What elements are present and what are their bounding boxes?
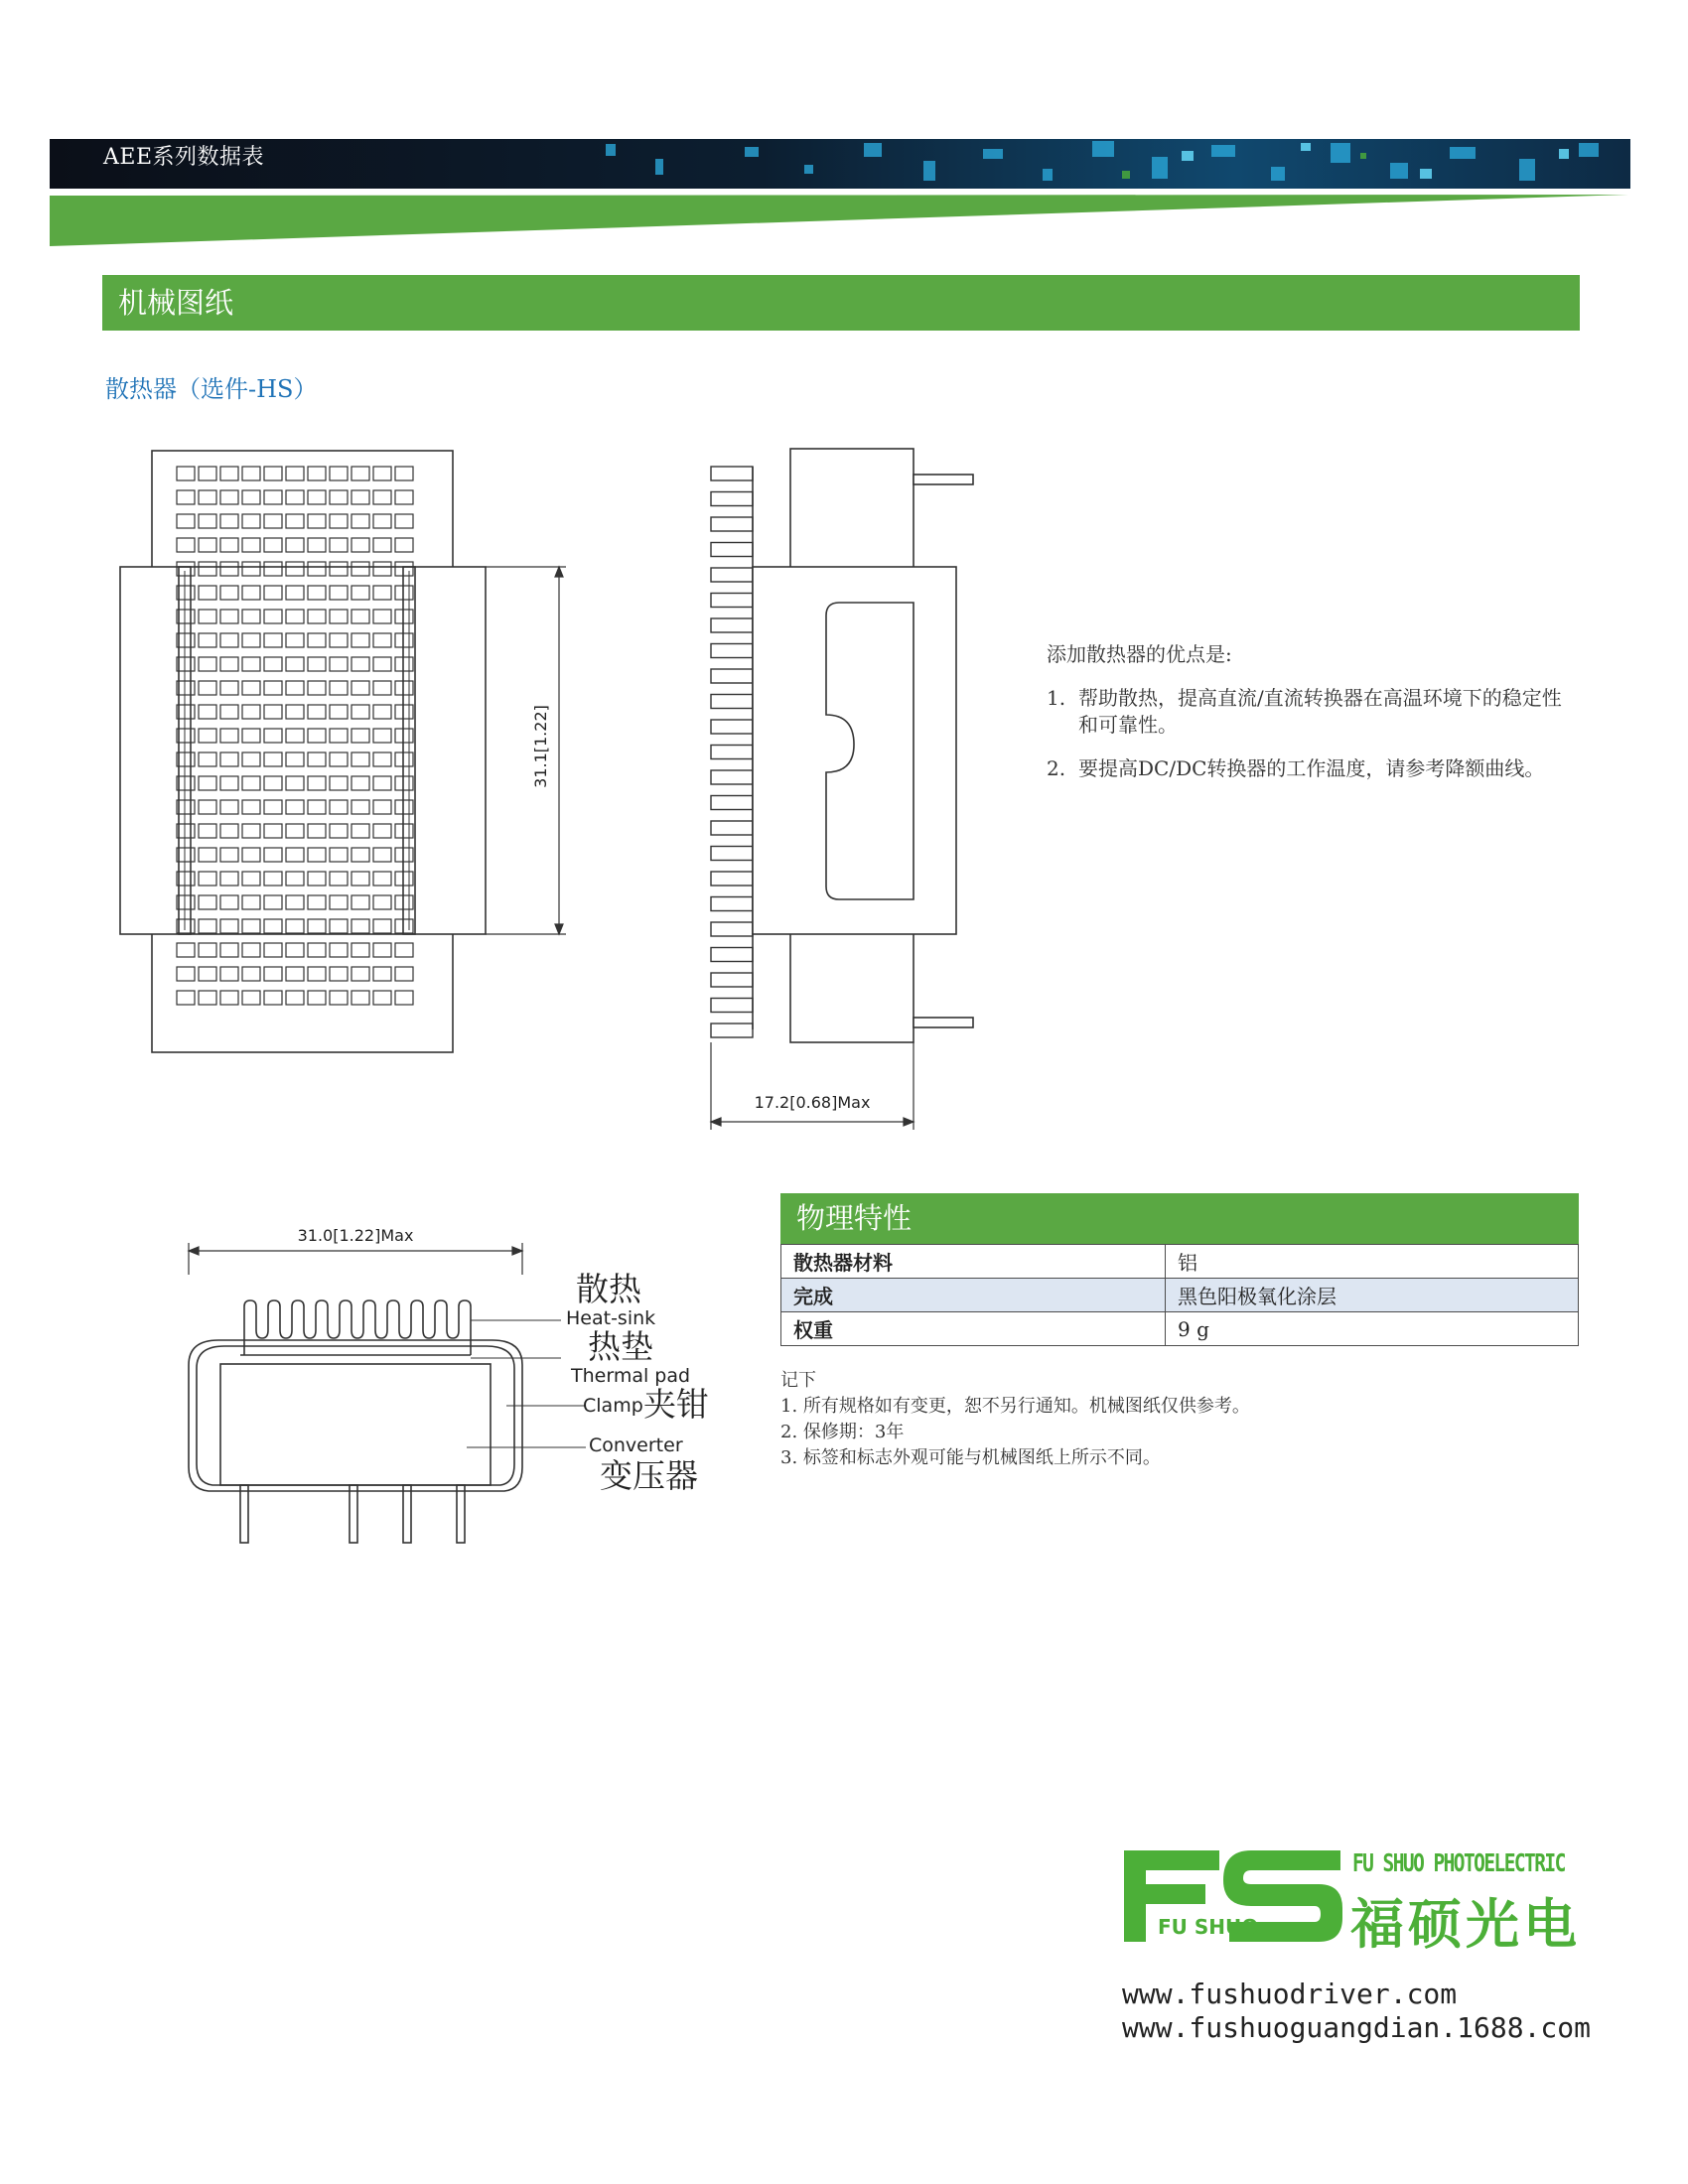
website-link[interactable]: www.fushuodriver.com — [1122, 1978, 1458, 2010]
logo-english-name: FU SHUO PHOTOELECTRIC — [1352, 1848, 1565, 1877]
heatsink-subtitle: 散热器（选件-HS） — [105, 375, 318, 403]
logo-abbreviation: FU SHUO — [1158, 1915, 1259, 1939]
logo-chinese-name: 福硕光电 — [1350, 1893, 1581, 1956]
advantage-number: 2. — [1047, 756, 1066, 780]
advantages-block — [1047, 641, 1563, 782]
property-value: 黑色阳极氧化涂层 — [1166, 1279, 1579, 1312]
table-row — [781, 1245, 1579, 1279]
note-item: 2. 保修期：3年 — [780, 1422, 905, 1442]
notes-heading: 记下 — [780, 1370, 816, 1391]
side-pin-top — [914, 475, 973, 484]
section-title-mechanical: 机械图纸 — [102, 275, 1580, 331]
label-heatsink-en: Heat-sink — [566, 1307, 656, 1329]
advantage-item — [1047, 755, 1563, 782]
property-value: 9 g — [1166, 1312, 1579, 1346]
property-key: 散热器材料 — [781, 1245, 1166, 1279]
label-clamp-cn: 夹钳 — [643, 1385, 709, 1424]
header-title: AEE系列数据表 — [103, 145, 265, 170]
label-converter-cn: 变压器 — [600, 1456, 698, 1495]
label-pad-en: Thermal pad — [571, 1365, 691, 1387]
label-pad-cn: 热垫 — [588, 1327, 653, 1366]
notes-block — [780, 1368, 1250, 1471]
advantage-text: 帮助散热，提高直流/直流转换器在高温环境下的稳定性和可靠性。 — [1078, 686, 1562, 737]
property-key: 完成 — [781, 1279, 1166, 1312]
advantages-heading: 添加散热器的优点是: — [1047, 642, 1232, 666]
side-heatsink-fins — [711, 467, 753, 1037]
clamp-outline — [189, 1340, 522, 1491]
front-view-drawing — [169, 1201, 725, 1559]
top-view-drawing — [99, 437, 596, 1072]
side-pin-bottom — [914, 1018, 973, 1027]
table-row — [781, 1312, 1579, 1346]
physical-properties-table — [780, 1244, 1579, 1346]
shop-link[interactable]: www.fushuoguangdian.1688.com — [1122, 2011, 1592, 2044]
property-key: 权重 — [781, 1312, 1166, 1346]
side-view-drawing — [695, 437, 1013, 1132]
advantage-item — [1047, 685, 1563, 739]
dim-height-label: 31.1[1.22] — [531, 705, 550, 788]
advantage-number: 1. — [1047, 686, 1066, 710]
table-row — [781, 1279, 1579, 1312]
label-converter-en: Converter — [589, 1434, 683, 1456]
dim-depth-label: 17.2[0.68]Max — [754, 1093, 871, 1112]
side-clamp — [753, 567, 956, 934]
dim-width-label: 31.0[1.22]Max — [297, 1226, 414, 1245]
note-item: 3. 标签和标志外观可能与机械图纸上所示不同。 — [780, 1447, 1161, 1468]
label-heatsink-cn: 散热 — [576, 1270, 641, 1308]
note-item: 1. 所有规格如有变更，恕不另行通知。机械图纸仅供参考。 — [780, 1396, 1250, 1417]
property-value: 铝 — [1166, 1245, 1579, 1279]
converter-box — [220, 1364, 491, 1485]
converter-body — [120, 567, 486, 934]
label-clamp-en: Clamp — [583, 1395, 643, 1417]
advantage-text: 要提高DC/DC转换器的工作温度，请参考降额曲线。 — [1078, 756, 1545, 780]
section-title-physical: 物理特性 — [780, 1193, 1579, 1244]
header-green-swoosh — [0, 0, 1688, 258]
